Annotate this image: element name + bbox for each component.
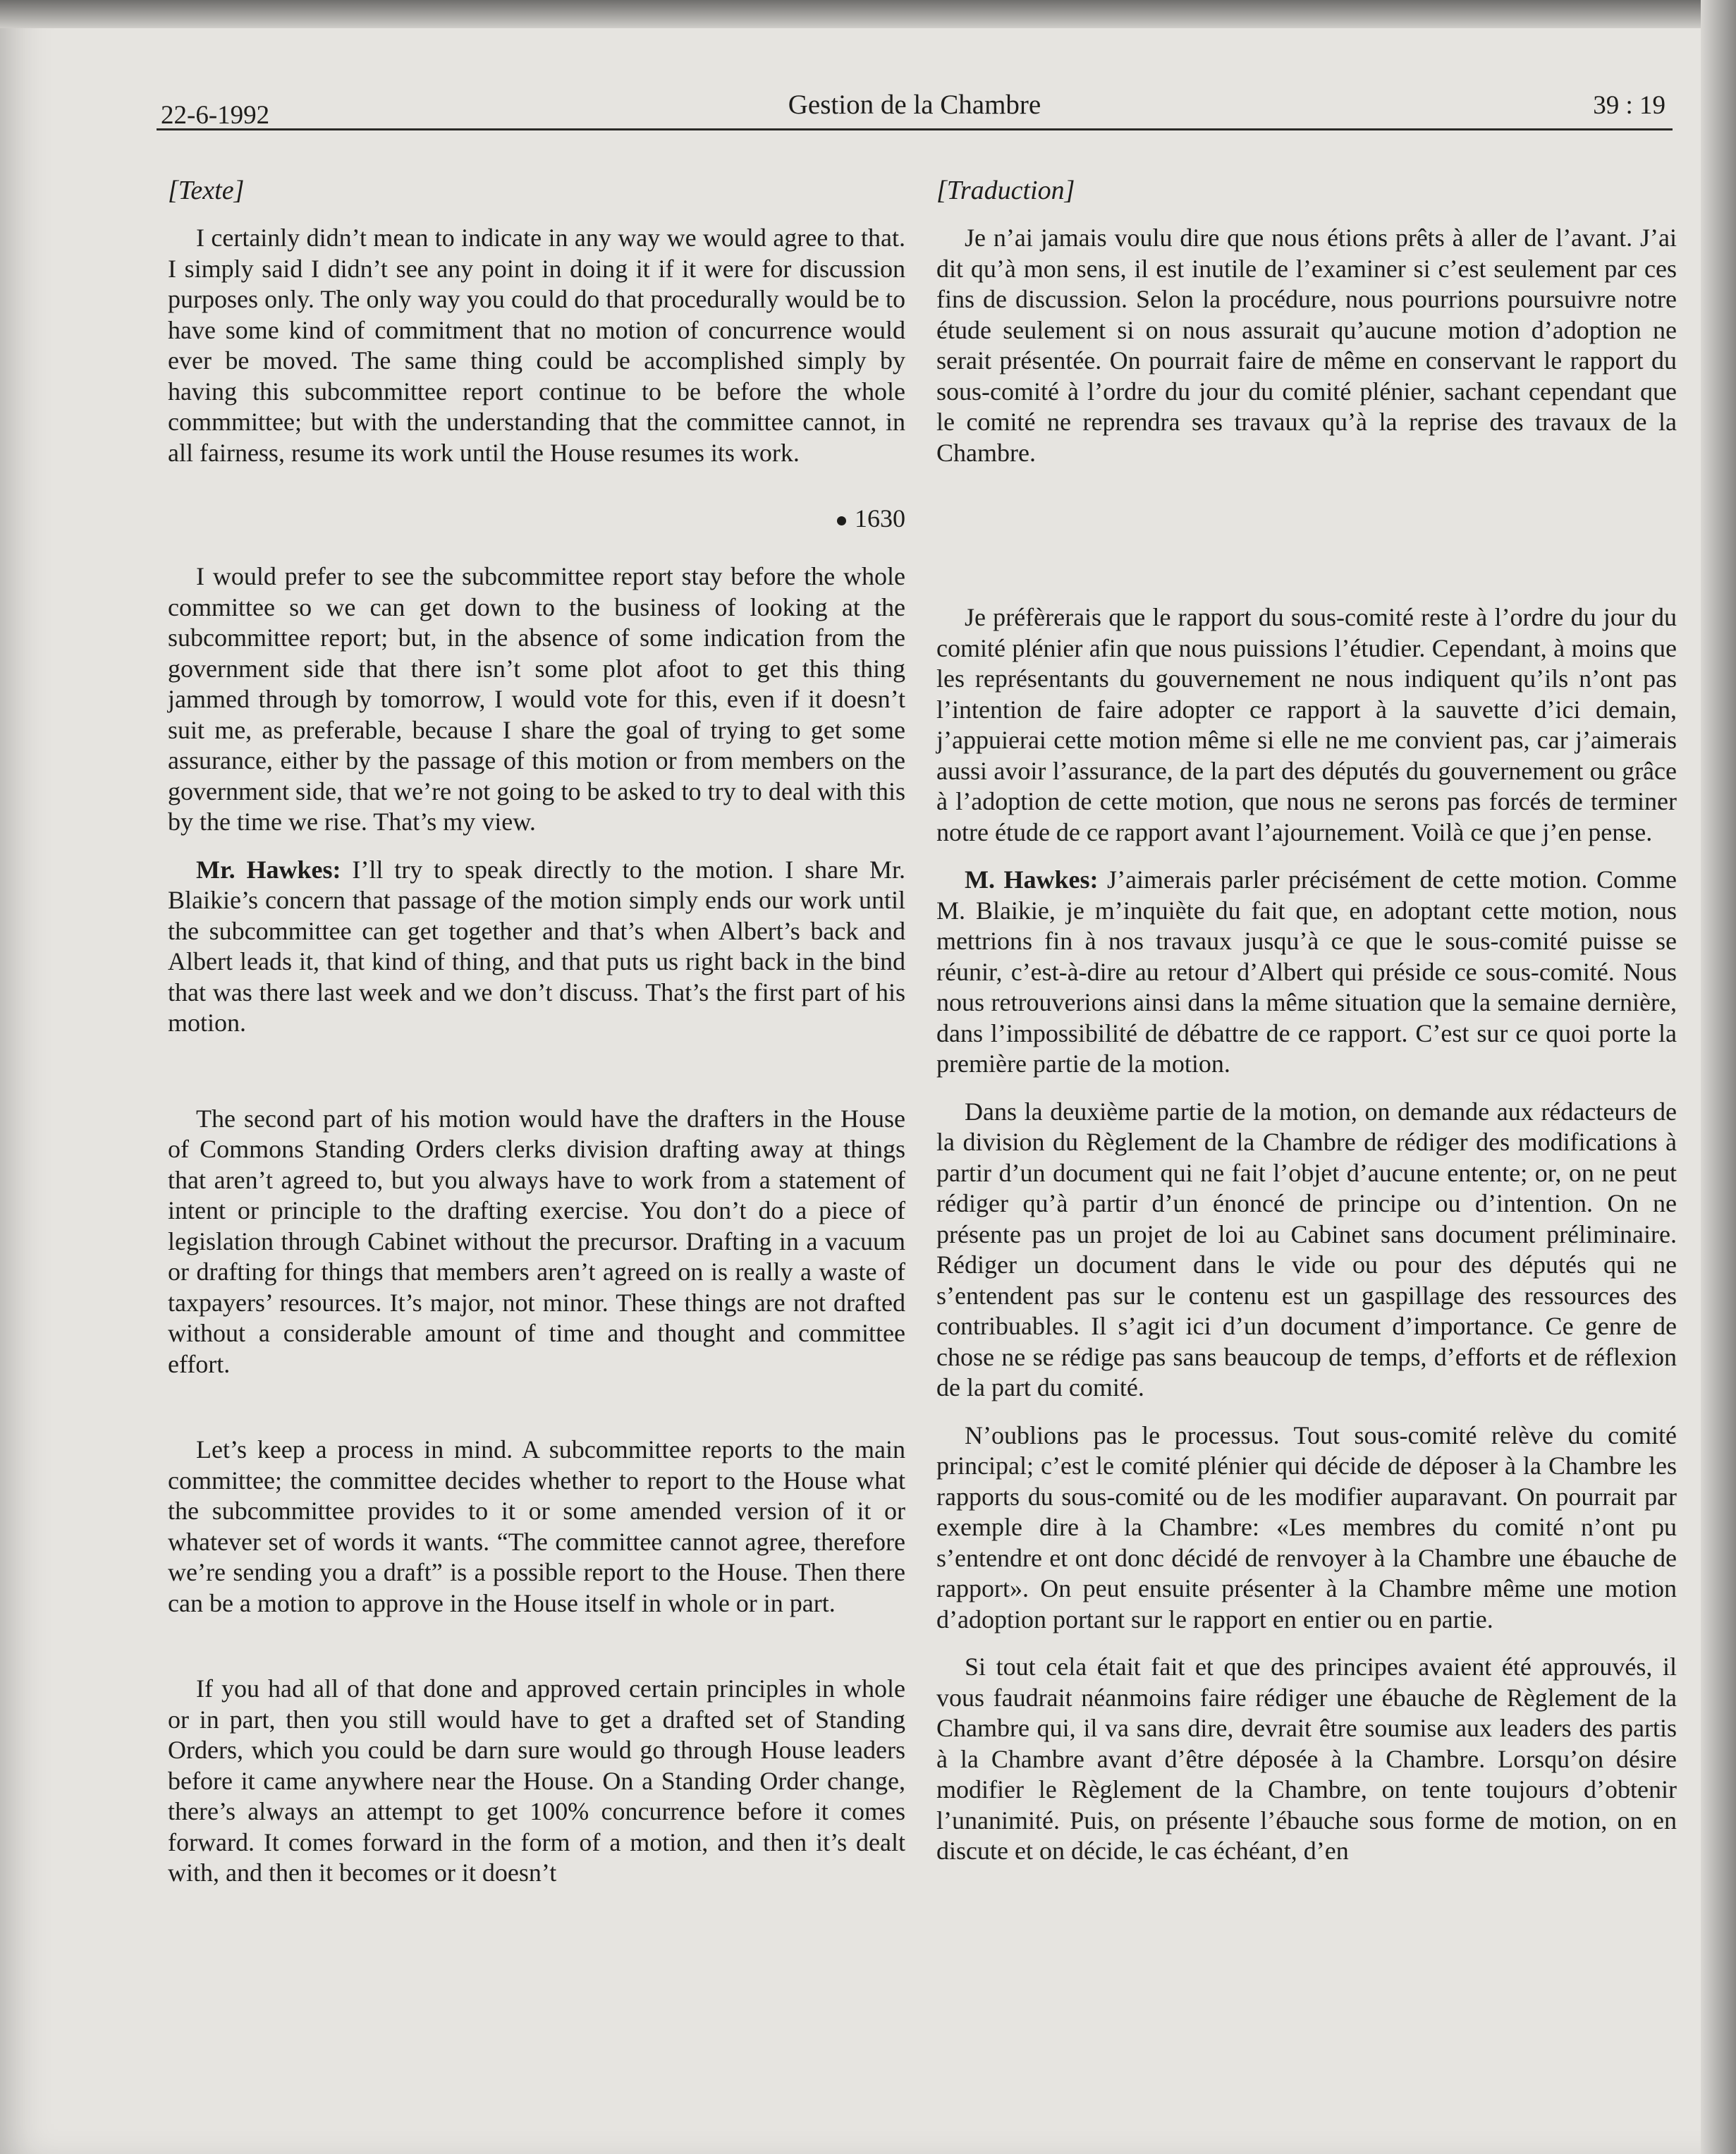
- paragraph: [936, 865, 1677, 1080]
- speech-text: I’ll try to speak directly to the motion. I share Mr. Blaikie’s concern that passage of the motion simply ends our work until the subcommittee can get together and that’s when Albert’s back and Albert leads it, that kind of thing, and that puts us right back in the bind that was there last week and we don’t discuss. That’s the first part of his motion.: [168, 855, 905, 1037]
- speaker-name: M. Hawkes:: [965, 865, 1099, 894]
- time-marker: [168, 504, 905, 533]
- header-page-number: 39 : 19: [1593, 91, 1665, 120]
- english-column: [168, 175, 905, 1906]
- paragraph: Dans la deuxième partie de la motion, on demande aux rédacteurs de la division du Règlement de la Chambre de rédiger des modifications à partir d’un document qui ne fait l’objet d’aucune entente; or, on ne peut rédiger qu’à partir d’un énoncé de principe ou d’intention. On ne présente pas un projet de loi au Cabinet sans document préliminaire. Rédiger un document dans le vide ou pour des députés qui ne s’entendent pas sur le contenu est un gaspillage des ressources des contribuables. Il s’agit ici d’un document d’importance. Ce genre de chose ne se rédige pas sans beaucoup de temps, d’efforts et de réflexion de la part du comité.: [936, 1097, 1677, 1401]
- header-title: Gestion de la Chambre: [788, 90, 1041, 120]
- page-top-edge: [0, 0, 1736, 28]
- time-value: 1630: [855, 504, 905, 533]
- french-column: [936, 175, 1677, 1884]
- header-date: 22-6-1992: [161, 101, 270, 130]
- speaker-name: Mr. Hawkes:: [196, 855, 341, 884]
- paragraph: Si tout cela était fait et que des principes avaient été approuvés, il vous faudrait néanmoins faire rédiger une ébauche de Règlement de la Chambre qui, il va sans dire, devrait être soumise aux leaders des partis à la Chambre avant d’être déposée à la Chambre. Lorsqu’on désire modifier le Règlement de la Chambre, on tente toujours d’obtenir l’unanimité. Puis, on présente l’ébauche sous forme de motion, on en discute et on décide, le cas échéant, d’en: [936, 1653, 1677, 1865]
- paragraph: Let’s keep a process in mind. A subcommittee reports to the main committee; the committee decides whether to report to the House what the subcommittee provides to it or some amended version of it or whatever set of words it wants. “The committee cannot agree, therefore we’re sending you a draft” is a possible report to the House. Then there can be a motion to approve in the House itself in whole or in part.: [168, 1435, 905, 1617]
- speech-text: J’aimerais parler précisément de cette motion. Comme M. Blaikie, je m’inquiète du fait que, en adoptant cette motion, nous mettrions fin à nos travaux jusqu’à ce que le sous-comité puisse se réunir, c’est-à-dire au retour d’Albert qui préside ce sous-comité. Nous nous retrouverions ainsi dans la même situation que la semaine dernière, dans l’impossibilité de débattre de ce rapport. C’est sur ce quoi porte la première partie de la motion.: [936, 865, 1677, 1078]
- running-header: [157, 85, 1673, 130]
- language-tag: [Texte]: [168, 176, 245, 205]
- paragraph: If you had all of that done and approved certain principles in whole or in part, then you still would have to get a drafted set of Standing Orders, which you could be darn sure would go through House leaders before it came anywhere near the House. On a Standing Order change, there’s always an attempt to get 100% concurrence before it comes forward. It comes forward in the form of a motion, and then it’s dealt with, and then it becomes or it doesn’t: [168, 1674, 905, 1887]
- paragraph: The second part of his motion would have the drafters in the House of Commons Standing Orders clerks division drafting away at things that aren’t agreed to, but you always have to work from a statement of intent or principle to the drafting exercise. You don’t do a piece of legislation through Cabinet without the precursor. Drafting in a vacuum or drafting for things that members aren’t agreed on is really a waste of taxpayers’ resources. It’s major, not minor. These things are not drafted without a considerable amount of time and thought and committee effort.: [168, 1104, 905, 1378]
- paragraph: Je n’ai jamais voulu dire que nous étions prêts à aller de l’avant. J’ai dit qu’à mon sens, il est inutile de l’examiner si c’est seulement par ces fins de discussion. Selon la procédure, nous pourrions poursuivre notre étude seulement si on nous assurait qu’aucune motion d’adoption ne serait présentée. On pourrait faire de même en conservant le rapport du sous-comité à l’ordre du jour du comité plénier, sachant cependant que le comité ne reprendra ses travaux qu’à la reprise des travaux de la Chambre.: [936, 224, 1677, 467]
- paragraph: I certainly didn’t mean to indicate in any way we would agree to that. I simply said I didn’t see any point in doing it if it were for discussion purposes only. The only way you could do that procedurally would be to have some kind of commitment that no motion of concurrence would ever be moved. The same thing could be accomplished simply by having this subcommittee report continue to be before the whole commmittee; but with the understanding that the committee cannot, in all fairness, resume its work until the House resumes its work.: [168, 224, 905, 467]
- language-tag: [Traduction]: [936, 176, 1075, 205]
- paragraph: I would prefer to see the subcommittee report stay before the whole committee so we can get down to the business of looking at the subcommittee report; but, in the absence of some indication from the government side that there isn’t some plot afoot to get this thing jammed through by tomorrow, I would vote for this, even if it doesn’t suit me, as preferable, because I share the goal of trying to get some assurance, either by the passage of this motion or from members on the government side, that we’re not going to be asked to try to deal with this by the time we rise. That’s my view.: [168, 562, 905, 836]
- paragraph: [168, 855, 905, 1039]
- paragraph: Je préfèrerais que le rapport du sous-comité reste à l’ordre du jour du comité plénier afin que nous puissions l’étudier. Cependant, à moins que les représentants du gouvernement ne nous indiquent qu’ils n’ont pas l’intention de faire adopter ce rapport à la sauvette d’ici demain, j’appuierai cette motion même si elle ne me convient pas, car j’aimerais aussi avoir l’assurance, de la part des députés du gouvernement ou grâce à l’adoption de cette motion, que nous ne serons pas forcés de terminer notre étude de ce rapport avant l’ajournement. Voilà ce que j’en pense.: [936, 603, 1677, 846]
- page-right-edge: [1701, 0, 1736, 2154]
- paragraph: N’oublions pas le processus. Tout sous-comité relève du comité principal; c’est le comité plénier qui décide de déposer à la Chambre les rapports du sous-comité ou de les modifier auparavant. On pourrait par exemple dire à la Chambre: «Les membres du comité n’ont pu s’entendre et ont donc décidé de renvoyer à la Chambre une ébauche de rapport». On peut ensuite présenter à la Chambre même une motion d’adoption portant sur le rapport en entier ou en partie.: [936, 1420, 1677, 1633]
- bullet-icon: [837, 516, 846, 525]
